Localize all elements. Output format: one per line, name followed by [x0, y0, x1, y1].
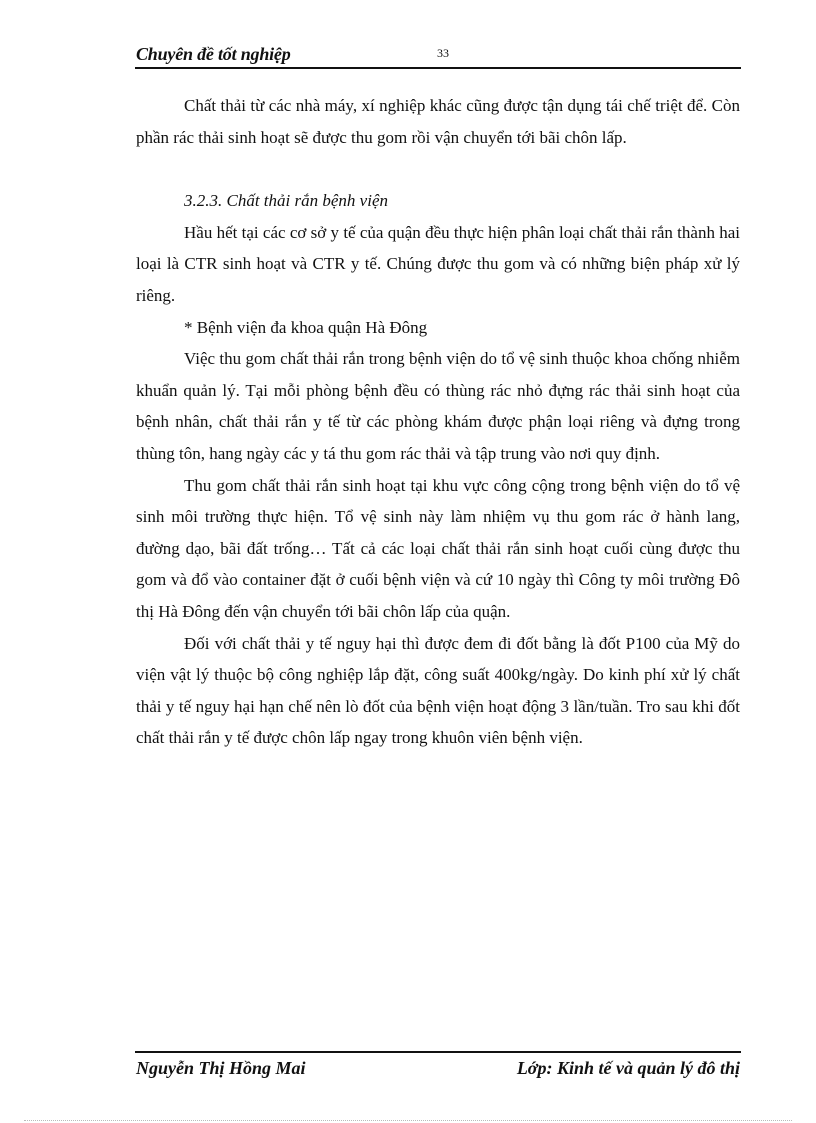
footer-author: Nguyễn Thị Hồng Mai	[136, 1058, 306, 1078]
paragraph-1: Chất thải từ các nhà máy, xí nghiệp khác cũng được tận dụng tái chế triệt để. Còn phần rác thải sinh hoạt sẽ được thu gom rồi vận chuyển tới bãi chôn lấp.	[136, 96, 740, 147]
section-heading: 3.2.3. Chất thải rắn bệnh viện	[184, 191, 388, 211]
header-divider	[135, 67, 741, 69]
page-number: 33	[437, 46, 449, 60]
document-title: Chuyên đề tốt nghiệp	[136, 44, 291, 64]
footer-class: Lớp: Kinh tế và quản lý đô thị	[516, 1058, 740, 1078]
paragraph-5: Đối với chất thải y tế nguy hại thì được đem đi đốt bằng là đốt P100 của Mỹ do viện vật lý thuộc bộ công nghiệp lắp đặt, công suất 400kg/ngày. Do kinh phí xử lý chất thải y tế nguy hại hạn chế nên lò đốt của bệnh viện hoạt động 3 lần/tuần. Tro sau khi đốt chất thải rắn y tế được chôn lấp ngay trong khuôn viên bệnh viện.	[136, 633, 740, 748]
page-body	[136, 90, 740, 754]
paragraph-2: Hầu hết tại các cơ sở y tế của quận đều thực hiện phân loại chất thải rắn thành hai loại là CTR sinh hoạt và CTR y tế. Chúng được thu gom và có những biện pháp xử lý riêng.	[136, 222, 740, 305]
paragraph-4: Thu gom chất thải rắn sinh hoạt tại khu vực công cộng trong bệnh viện do tổ vệ sinh môi trường thực hiện. Tổ vệ sinh này làm nhiệm vụ thu gom rác ở hành lang, đường dạo, bãi đất trống… Tất cả các loại chất thải rắn sinh hoạt cuối cùng được thu gom và đổ vào container đặt ở cuối bệnh viện và cứ 10 ngày thì Công ty môi trường Đô thị Hà Đông đến vận chuyển tới bãi chôn lấp của quận.	[136, 475, 740, 621]
subheading-hospital: * Bệnh viện đa khoa quận Hà Đông	[184, 317, 428, 337]
page-edge-dots	[24, 1120, 792, 1121]
footer-divider	[135, 1051, 741, 1053]
paragraph-3: Việc thu gom chất thải rắn trong bệnh viện do tổ vệ sinh thuộc khoa chống nhiễm khuẩn quản lý. Tại mỗi phòng bệnh đều có thùng rác nhỏ đựng rác thải sinh hoạt của bệnh nhân, chất thải rắn y tế từ các phòng khám được phận loại riêng và đựng trong thùng tôn, hang ngày các y tá thu gom rác thải và tập trung vào nơi quy định.	[136, 349, 740, 463]
